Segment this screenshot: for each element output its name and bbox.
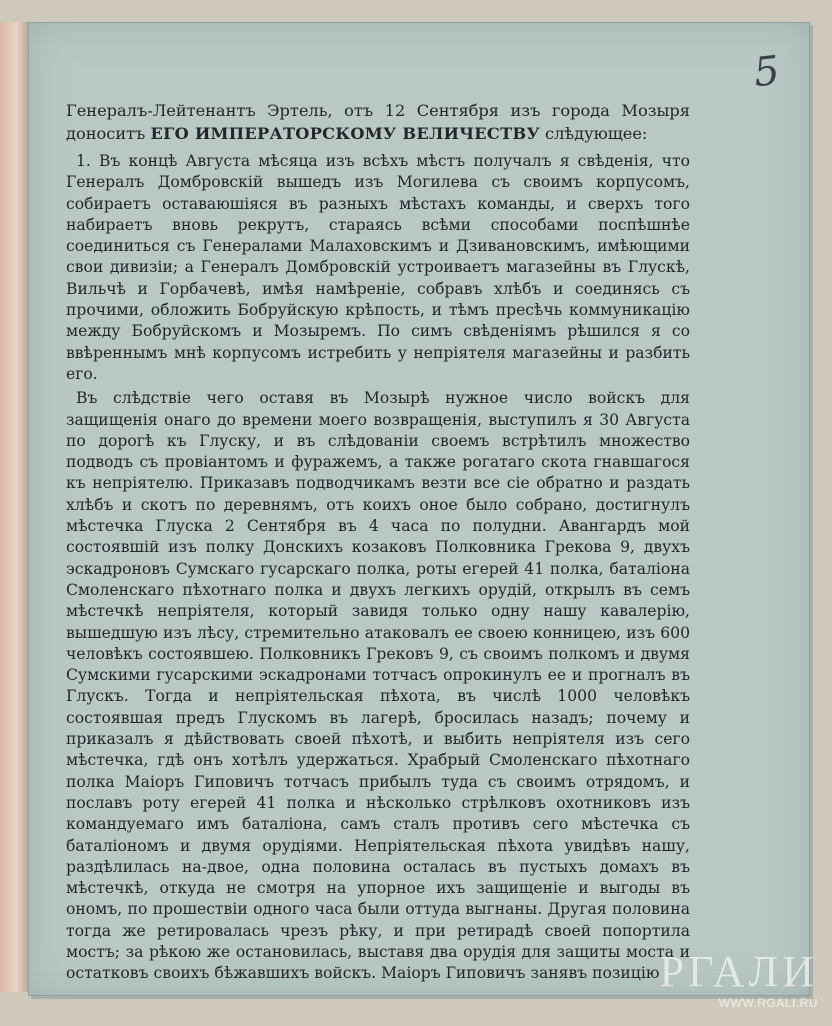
paragraph-1-number: 1. — [76, 152, 91, 170]
report-heading — [66, 99, 690, 145]
paragraph-2 — [66, 388, 690, 984]
book-binding-edge — [0, 22, 29, 992]
paragraph-1 — [66, 151, 690, 385]
paragraph-1-text: Въ концѣ Августа мѣсяца изъ всѣхъ мѣстъ получалъ я свѣденія, что Генералъ Домбровскій вышедъ изъ Могилева съ своимъ корпусомъ, собираетъ оставаюшіяся въ разныхъ мѣстахъ команды, и сверхъ того набираетъ вновь рекрутъ, стараясь всѣми способами поспѣшнѣе соединиться съ Генералами Малаховскимъ и Дзивановскимъ, имѣющими свои дивизіи; а Генералъ Домбровскій устроиваетъ магазейны въ Глускѣ, Вильчѣ и Горбачевѣ, имѣя намѣреніе, собравъ хлѣбъ и соединясь съ прочими, обложить Бобруйскую крѣпость, и тѣмъ пресѣчь коммуникацію между Бобруйскомъ и Мозыремъ. По симъ свѣденіямъ рѣшился я со ввѣреннымъ мнѣ корпусомъ истребить у непріятеля магазейны и разбить его. — [66, 152, 690, 383]
page-number: 5 — [751, 47, 782, 97]
watermark-url: WWW.RGALI.RU — [718, 996, 818, 1010]
heading-intro: Генералъ-Лейтенантъ Эртель, отъ 12 Сентября изъ города Мозыря доноситъ — [66, 101, 690, 143]
heading-tail: слѣдующее: — [539, 124, 648, 143]
archive-watermark — [659, 947, 818, 1010]
watermark-logo: РГАЛИ — [659, 947, 818, 996]
paragraph-2-text: Въ слѣдствіе чего оставя въ Мозырѣ нужное число войскъ для защищенія онаго до времени моего возвращенія, выступилъ я 30 Августа по дорогѣ къ Глуску, и въ слѣдованіи своемъ встрѣтилъ множество подводъ съ провіантомъ и фуражемъ, а также рогатаго скота гнавшагося къ непріятелю. Приказавъ подводчикамъ везти все сіе обратно и раздать хлѣбъ и скотъ по деревнямъ, отъ коихъ оное было собрано, достигнулъ мѣстечка Глуска 2 Сентября въ 4 часа по полудни. Авангардъ мой состоявшій изъ полку Донскихъ козаковъ Полковника Грекова 9, двухъ эскадроновъ Сумскаго гусарскаго полка, роты егерей 41 полка, баталіона Смоленскаго пѣхотнаго полка и двухъ легкихъ орудій, открылъ въ семъ мѣстечкѣ непріятеля, который завидя только одну нашу кавалерію, вышедшую изъ лѣсу, стремительно атаковалъ ее своею конницею, изъ 600 человѣкъ состоявшею. Полковникъ Грековъ 9, съ своимъ полкомъ и двумя Сумскими гусарскими эскадронами тотчасъ опрокинулъ ее и прогналъ въ Глускъ. Тогда и непріятельская пѣхота, въ числѣ 1000 человѣкъ состоявшая предъ Глускомъ въ лагерѣ, бросилась назадъ; почему и приказалъ я дѣйствовать своей пѣхотѣ, и выбить непріятеля изъ сего мѣстечка, гдѣ онъ хотѣлъ удержаться. Храбрый Смоленскаго пѣхотнаго полка Маіоръ Гиповичъ тотчасъ прибылъ туда съ своимъ отрядомъ, и пославъ роту егерей 41 полка и нѣсколько стрѣлковъ охотниковъ изъ командуемаго имъ баталіона, самъ сталъ противъ сего мѣстечка съ баталіономъ и двумя орудіями. Непріятельская пѣхота увидѣвъ нашу, раздѣлилась на-двое, одна половина осталась въ пустыхъ домахъ въ мѣстечкѣ, откуда не смотря на упорное ихъ защищеніе и выгоды въ ономъ, по прошествіи одного часа были оттуда выгнаны. Другая половина тогда же ретировалась чрезъ рѣку, и при ретирадѣ своей попортила мостъ; за рѣкою же остановилась, выставя два орудія для защиты моста и остатковъ своихъ бѣжавшихъ войскъ. Маіоръ Гиповичъ занявъ позицію — [66, 389, 690, 983]
document-body — [66, 99, 690, 988]
heading-caps: ЕГО ИМПЕРАТОРСКОМУ ВЕЛИЧЕСТВУ — [150, 124, 540, 143]
